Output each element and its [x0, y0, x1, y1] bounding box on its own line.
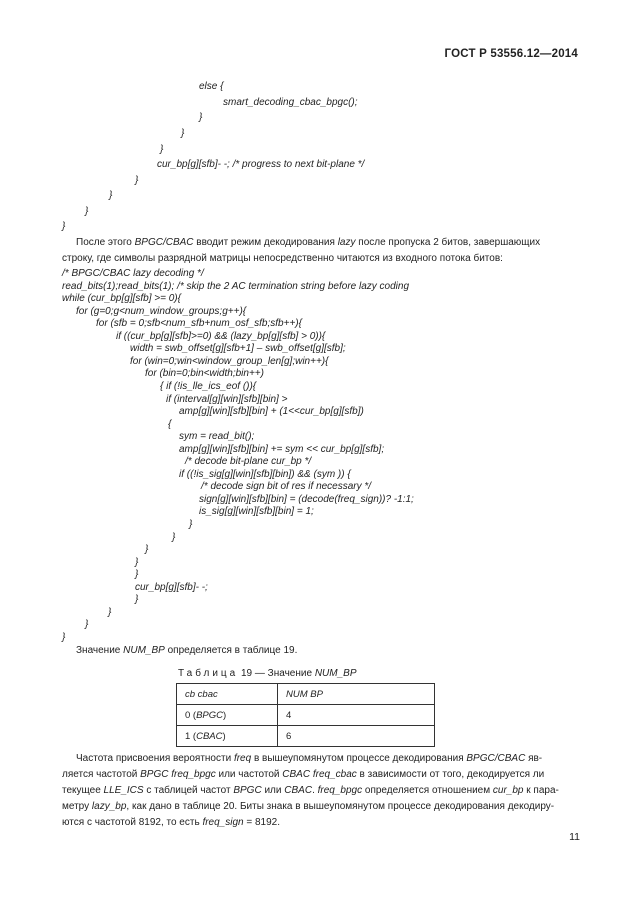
- code-line: }: [135, 557, 139, 568]
- code-line: }: [135, 569, 139, 580]
- code-line: amp[g][win][sfb][bin] += sym << cur_bp[g][sfb];: [179, 444, 385, 455]
- closing-paragraph: [62, 751, 582, 831]
- code-line: read_bits(1);read_bits(1); /* skip the 2 AC termination string before lazy coding: [62, 281, 410, 292]
- code-line: }: [145, 544, 149, 555]
- code-line: /* decode sign bit of res if necessary */: [201, 481, 372, 492]
- code-line: /* BPGC/CBAC lazy decoding */: [62, 268, 204, 279]
- table-cell: 1 (CBAC): [177, 726, 278, 747]
- code-line: amp[g][win][sfb][bin] + (1<<cur_bp[g][sfb]): [179, 406, 364, 417]
- code-line: {: [168, 419, 172, 430]
- code-line: }: [199, 112, 203, 123]
- table-row: [177, 726, 435, 747]
- table-cell: 4: [278, 705, 435, 726]
- code-line: for (sfb = 0;sfb<num_sfb+num_osf_sfb;sfb++){: [96, 318, 302, 329]
- code-line: if ((cur_bp[g][sfb]>=0) && (lazy_bp[g][sfb] > 0)){: [116, 331, 326, 342]
- page-number: 11: [569, 831, 580, 843]
- table-cell: 0 (BPGC): [177, 705, 278, 726]
- code-line: }: [85, 619, 89, 630]
- code-line: }: [85, 206, 89, 217]
- table-header-cell: NUM BP: [278, 684, 435, 705]
- code-line: if ((!is_sig[g][win][sfb][bin]) && (sym )) {: [179, 469, 351, 480]
- paragraph-line: текущее LLE_ICS с таблицей частот BPGC или CBAC. freq_bpgc определяется отношением cur_bp к пара-: [62, 785, 559, 796]
- table-header-cell: cb cbac: [177, 684, 278, 705]
- paragraph-line: ляется частотой BPGC freq_bpgc или частотой CBAC freq_cbac в зависимости от того, декодируется ли: [62, 769, 545, 780]
- table-caption: Таблица 19 — Значение NUM_BP: [178, 668, 357, 679]
- paragraph-line: метру lazy_bp, как дано в таблице 20. Биты знака в вышеупомянутом процессе декодирования декодиру-: [62, 801, 555, 812]
- intro-line-2: строку, где символы разрядной матрицы непосредственно читаются из входного потока битов:: [62, 253, 503, 264]
- paragraph-line: Частота присвоения вероятности freq в вышеупомянутом процессе декодирования BPGC/CBAC яв-: [76, 753, 543, 764]
- document-header: ГОСТ Р 53556.12—2014: [444, 48, 578, 60]
- code-line: sign[g][win][sfb][bin] = (decode(freq_sign))? -1:1;: [199, 494, 414, 505]
- code-line: if (interval[g][win][sfb][bin] >: [166, 394, 288, 405]
- num-bp-note: Значение NUM_BP определяется в таблице 19.: [76, 645, 298, 656]
- code-line: for (bin=0;bin<width;bin++): [145, 368, 264, 379]
- table-row: [177, 705, 435, 726]
- code-line: width = swb_offset[g][sfb+1] – swb_offset[g][sfb];: [130, 343, 346, 354]
- paragraph-line: ются с частотой 8192, то есть freq_sign = 8192.: [62, 817, 280, 828]
- code-line: sym = read_bit();: [179, 431, 255, 442]
- code-line: }: [62, 632, 66, 643]
- code-line: }: [135, 594, 139, 605]
- code-line: smart_decoding_cbac_bpgc();: [223, 97, 358, 108]
- code-line: }: [181, 128, 185, 139]
- table-cell: 6: [278, 726, 435, 747]
- code-line: else {: [199, 81, 224, 92]
- table-19: [176, 683, 435, 747]
- code-line: { if (!is_lle_ics_eof ()){: [160, 381, 257, 392]
- code-line: /* decode bit-plane cur_bp */: [185, 456, 312, 467]
- code-line: }: [108, 607, 112, 618]
- code-line: }: [135, 175, 139, 186]
- code-line: }: [189, 519, 193, 530]
- code-line: cur_bp[g][sfb]- -; /* progress to next bit-plane */: [157, 159, 365, 170]
- code-line: while (cur_bp[g][sfb] >= 0){: [62, 293, 181, 304]
- code-line: }: [62, 221, 66, 232]
- code-line: cur_bp[g][sfb]- -;: [135, 582, 208, 593]
- code-line: }: [172, 532, 176, 543]
- table-header-row: [177, 684, 435, 705]
- code-line: }: [109, 190, 113, 201]
- code-line: for (win=0;win<window_group_len[g];win++){: [130, 356, 329, 367]
- intro-line-1: После этого BPGC/CBAC вводит режим декодирования lazy после пропуска 2 битов, завершающих: [76, 237, 541, 248]
- code-line: }: [160, 144, 164, 155]
- code-line: for (g=0;g<num_window_groups;g++){: [76, 306, 247, 317]
- code-line: is_sig[g][win][sfb][bin] = 1;: [199, 506, 314, 517]
